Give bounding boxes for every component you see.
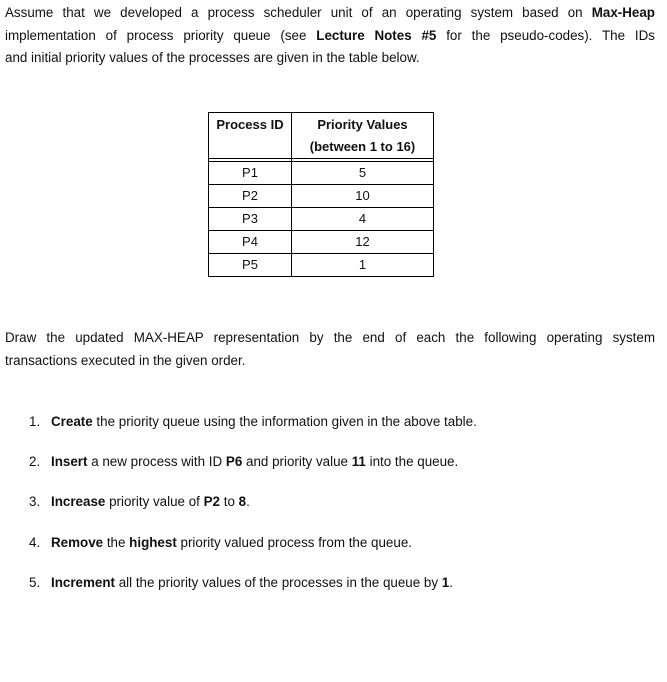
intro-text: for the pseudo-codes). The IDs — [436, 27, 655, 43]
cell-priority: 1 — [292, 254, 434, 277]
header-priority-values — [292, 113, 434, 159]
step-text-bold: 11 — [351, 454, 366, 469]
intro-line-2 — [5, 25, 655, 48]
list-item — [29, 492, 250, 512]
step-text-bold: Create — [51, 414, 93, 429]
list-item-number: 1. — [29, 414, 41, 429]
header-priority-line-1: Priority Values — [317, 117, 408, 132]
intro-text: Assume that we developed a process scheduler unit of an operating system based on — [5, 5, 592, 20]
cell-process-id: P3 — [209, 208, 292, 231]
intro-text: implementation of process priority queue (see — [5, 27, 317, 43]
step-text: to — [220, 494, 239, 509]
list-item-number: 3. — [29, 494, 41, 509]
step-text-bold: P2 — [203, 494, 220, 509]
list-item-number: 5. — [29, 575, 41, 590]
intro-paragraph — [5, 2, 655, 70]
step-text-bold: highest — [129, 535, 177, 550]
step-text: a new process with ID — [87, 454, 226, 469]
cell-process-id: P1 — [209, 162, 292, 185]
intro-line-3: and initial priority values of the processes are given in the table below. — [5, 50, 420, 65]
step-text-bold: 1 — [441, 575, 450, 590]
step-text: . — [449, 575, 453, 590]
cell-priority: 4 — [292, 208, 434, 231]
list-item — [29, 573, 453, 593]
cell-priority: 12 — [292, 231, 434, 254]
list-item — [29, 412, 477, 432]
step-text-bold: 8 — [238, 494, 247, 509]
cell-process-id: P4 — [209, 231, 292, 254]
list-item-number: 2. — [29, 454, 41, 469]
step-text-bold: Insert — [51, 454, 88, 469]
list-item-number: 4. — [29, 535, 41, 550]
table-row — [209, 254, 434, 277]
intro-bold-max-heap: Max-Heap — [591, 5, 655, 20]
intro-line-1 — [5, 2, 655, 25]
step-text: priority value of — [105, 494, 204, 509]
table-row — [209, 185, 434, 208]
instruction-line-1: Draw the updated MAX-HEAP representation by the end of each the following operating system — [5, 330, 655, 345]
intro-bold-lecture-notes: Lecture Notes #5 — [316, 27, 437, 43]
table-row — [209, 208, 434, 231]
step-text-bold: Increase — [51, 494, 106, 509]
cell-process-id: P5 — [209, 254, 292, 277]
cell-priority: 5 — [292, 162, 434, 185]
header-process-id: Process ID — [209, 113, 292, 159]
step-text: the — [103, 535, 130, 550]
cell-priority: 10 — [292, 185, 434, 208]
table-header-row — [209, 113, 434, 159]
step-text: the priority queue using the information given in the above table. — [92, 414, 477, 429]
step-text: into the queue. — [365, 454, 459, 469]
step-text: all the priority values of the processes in the queue by — [115, 575, 442, 590]
step-text: priority valued process from the queue. — [176, 535, 412, 550]
header-priority-line-2: (between 1 to 16) — [309, 139, 416, 154]
process-table — [208, 112, 434, 277]
step-text: . — [246, 494, 250, 509]
instruction-paragraph — [5, 327, 655, 372]
step-text: and priority value — [242, 454, 352, 469]
step-text-bold: P6 — [225, 454, 243, 469]
list-item — [29, 452, 458, 472]
cell-process-id: P2 — [209, 185, 292, 208]
instruction-line-2: transactions executed in the given order. — [5, 352, 246, 368]
list-item — [29, 533, 412, 553]
table-row — [209, 231, 434, 254]
step-text-bold: Remove — [51, 535, 104, 550]
table-row — [209, 162, 434, 185]
step-text-bold: Increment — [51, 575, 115, 590]
